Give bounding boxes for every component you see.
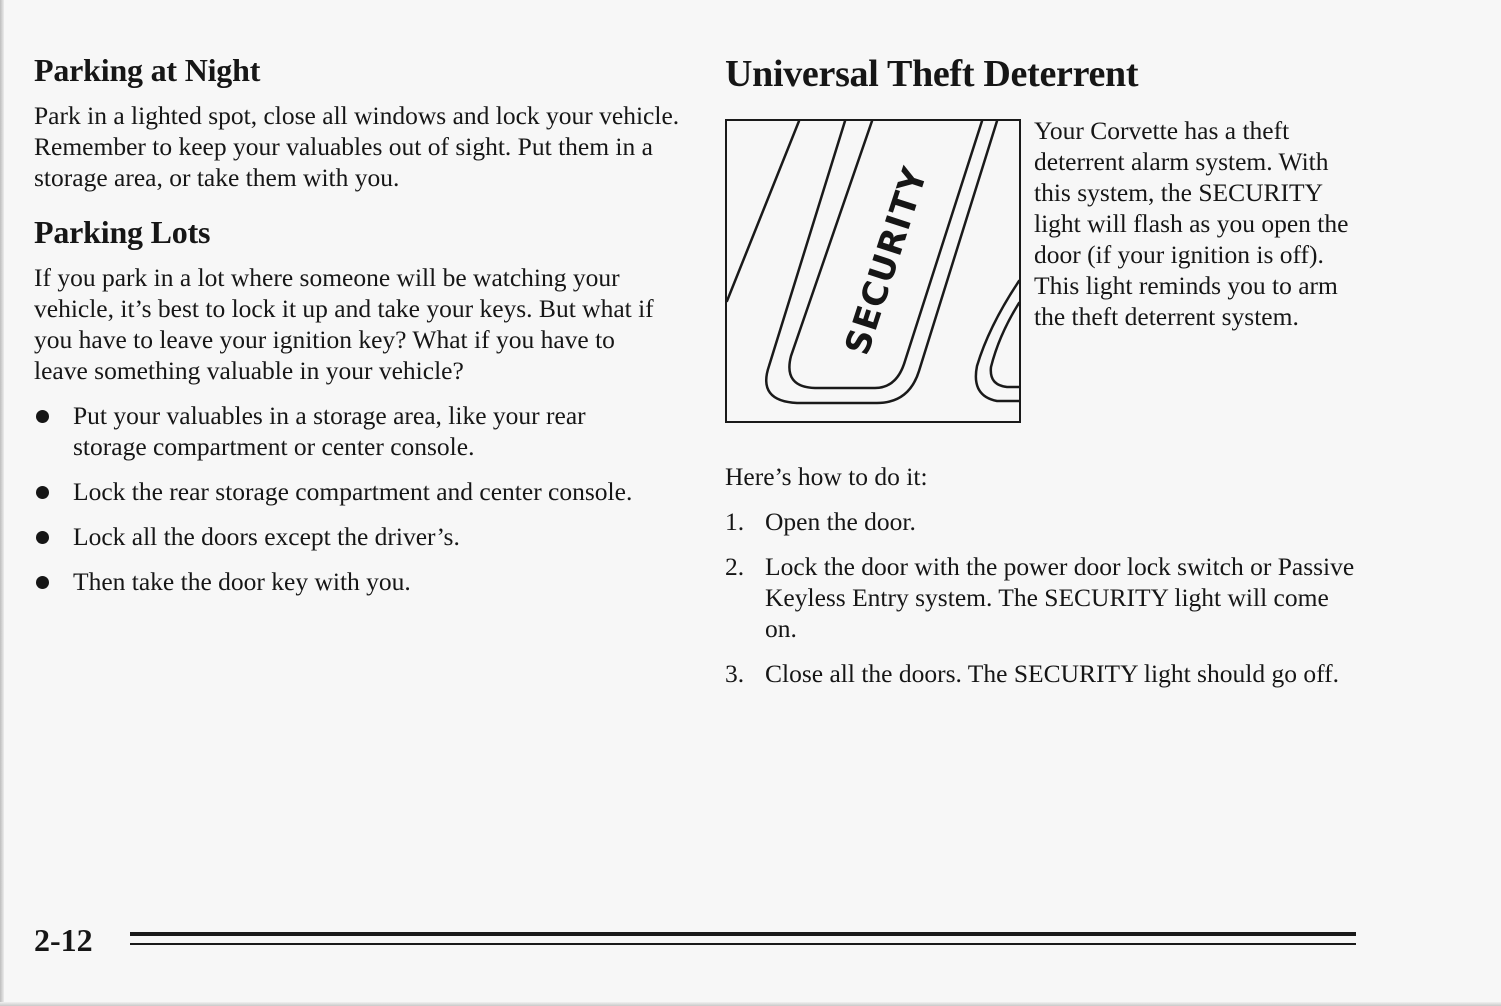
steps-intro: Here’s how to do it: [725, 462, 928, 491]
figure-caption: Your Corvette has a theft deterrent alarm system. With this system, the SECURITY light will flash as you open the door (if your ignition is off). This light reminds you to arm the theft deterrent system. [1034, 116, 1349, 331]
figure-row [725, 116, 1375, 423]
list-item [725, 658, 1355, 689]
security-lens-label: SECURITY [837, 162, 936, 360]
list-item: Lock the rear storage compartment and center console. [34, 476, 644, 507]
list-item: Lock all the doors except the driver’s. [34, 521, 644, 552]
step-text: Lock the door with the power door lock switch or Passive Keyless Entry system. The SECURITY light will come on. [765, 552, 1355, 643]
heading-parking-lots: Parking Lots [34, 214, 211, 250]
right-column [725, 50, 1375, 703]
left-column [34, 50, 684, 611]
step-number: 1. [725, 507, 745, 536]
bullet-icon [36, 486, 49, 499]
list-item: Then take the door key with you. [34, 566, 644, 597]
list-item [725, 551, 1355, 644]
bullet-list [34, 400, 644, 597]
step-text: Close all the doors. The SECURITY light should go off. [765, 659, 1339, 688]
steps-list [725, 506, 1355, 689]
step-text: Open the door. [765, 507, 916, 536]
page-edge-bottom [0, 1002, 1501, 1006]
bullet-icon [36, 576, 49, 589]
paragraph-parking-at-night: Park in a lighted spot, close all windows and lock your vehicle. Remember to keep your valuables out of sight. Put them in a storage area, or take them with you. [34, 101, 680, 192]
bullet-icon [36, 410, 49, 423]
page-edge [0, 0, 4, 1006]
figure-caption-block [1034, 115, 1364, 332]
list-item: Put your valuables in a storage area, like your rear storage compartment or center console. [34, 400, 644, 462]
security-light-icon [727, 121, 1019, 421]
footer-rule-thin [130, 943, 1356, 945]
step-number: 2. [725, 552, 745, 581]
page-number: 2-12 [34, 922, 93, 958]
bullet-icon [36, 531, 49, 544]
step-number: 3. [725, 659, 745, 688]
paragraph-parking-lots: If you park in a lot where someone will be watching your vehicle, it’s best to lock it up and take your keys. But what if you have to leave your ignition key? What if you have to leave something valuable in your vehicle? [34, 263, 654, 385]
heading-universal-theft-deterrent: Universal Theft Deterrent [725, 53, 1139, 95]
heading-parking-at-night: Parking at Night [34, 52, 261, 88]
list-item [725, 506, 1355, 537]
footer-rule [130, 932, 1356, 936]
security-light-illustration [725, 119, 1021, 423]
